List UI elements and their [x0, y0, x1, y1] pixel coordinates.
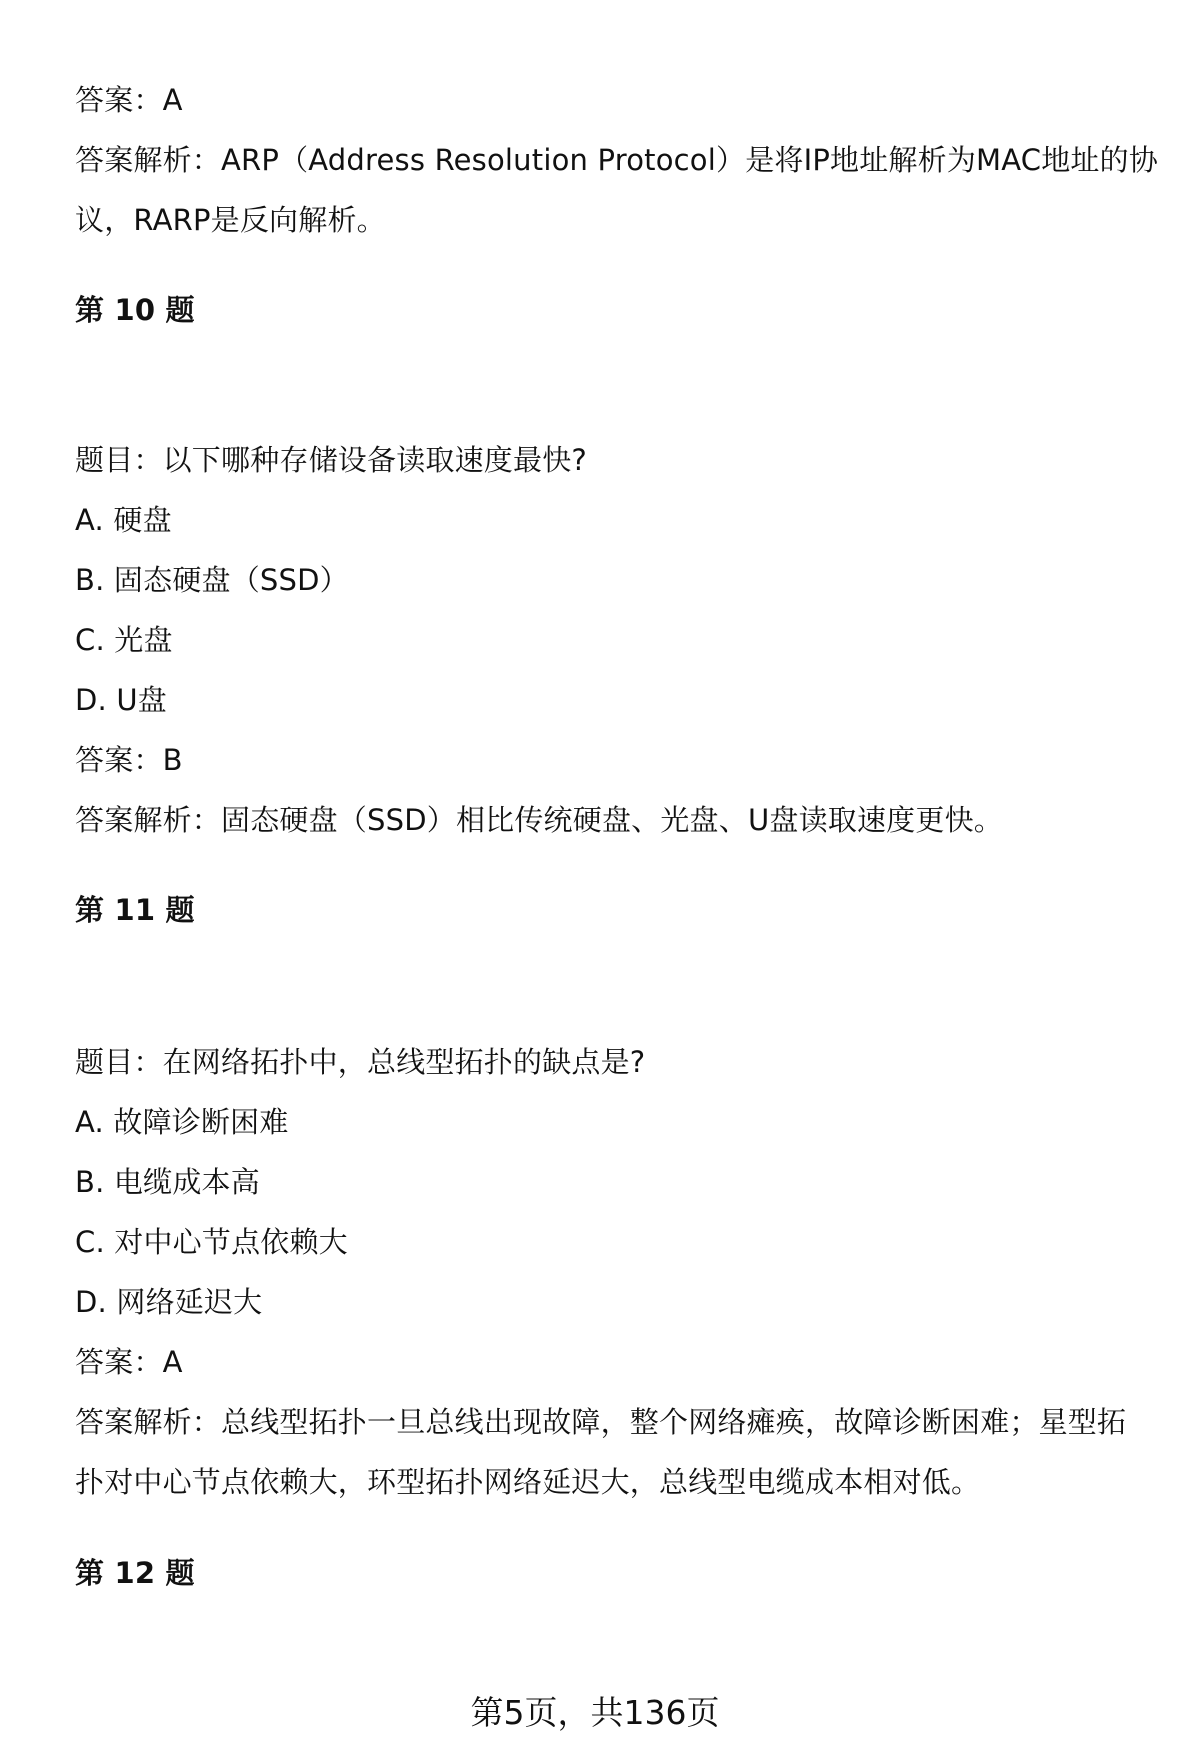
question-11-explanation-line-1: 答案解析：总线型拓扑一旦总线出现故障，整个网络瘫痪，故障诊断困难；星型拓: [75, 1405, 1127, 1439]
question-11-text: 题目：在网络拓扑中，总线型拓扑的缺点是?: [75, 1045, 646, 1079]
prev-explanation-line-2: 议，RARP是反向解析。: [75, 203, 386, 237]
question-11-option-b: B. 电缆成本高: [75, 1165, 260, 1199]
question-11-heading: 第 11 题: [75, 893, 195, 927]
prev-answer: 答案：A: [75, 83, 183, 117]
question-10-option-a: A. 硬盘: [75, 503, 172, 537]
question-11-option-c: C. 对中心节点依赖大: [75, 1225, 348, 1259]
question-10-text: 题目：以下哪种存储设备读取速度最快?: [75, 443, 587, 477]
question-12-heading: 第 12 题: [75, 1556, 195, 1590]
question-10-option-c: C. 光盘: [75, 623, 173, 657]
prev-explanation-line-1: 答案解析：ARP（Address Resolution Protocol）是将IP地址解析为MAC地址的协: [75, 143, 1159, 177]
question-10-option-d: D. U盘: [75, 683, 167, 717]
question-10-explanation: 答案解析：固态硬盘（SSD）相比传统硬盘、光盘、U盘读取速度更快。: [75, 803, 1003, 837]
question-10-heading: 第 10 题: [75, 293, 195, 327]
question-11-answer: 答案：A: [75, 1345, 183, 1379]
question-10-option-b: B. 固态硬盘（SSD）: [75, 563, 349, 597]
question-11-option-a: A. 故障诊断困难: [75, 1105, 289, 1139]
page-indicator: 第5页，共136页: [470, 1693, 720, 1732]
question-11-option-d: D. 网络延迟大: [75, 1285, 263, 1319]
question-10-answer: 答案：B: [75, 743, 183, 777]
question-11-explanation-line-2: 扑对中心节点依赖大，环型拓扑网络延迟大，总线型电缆成本相对低。: [75, 1465, 981, 1499]
